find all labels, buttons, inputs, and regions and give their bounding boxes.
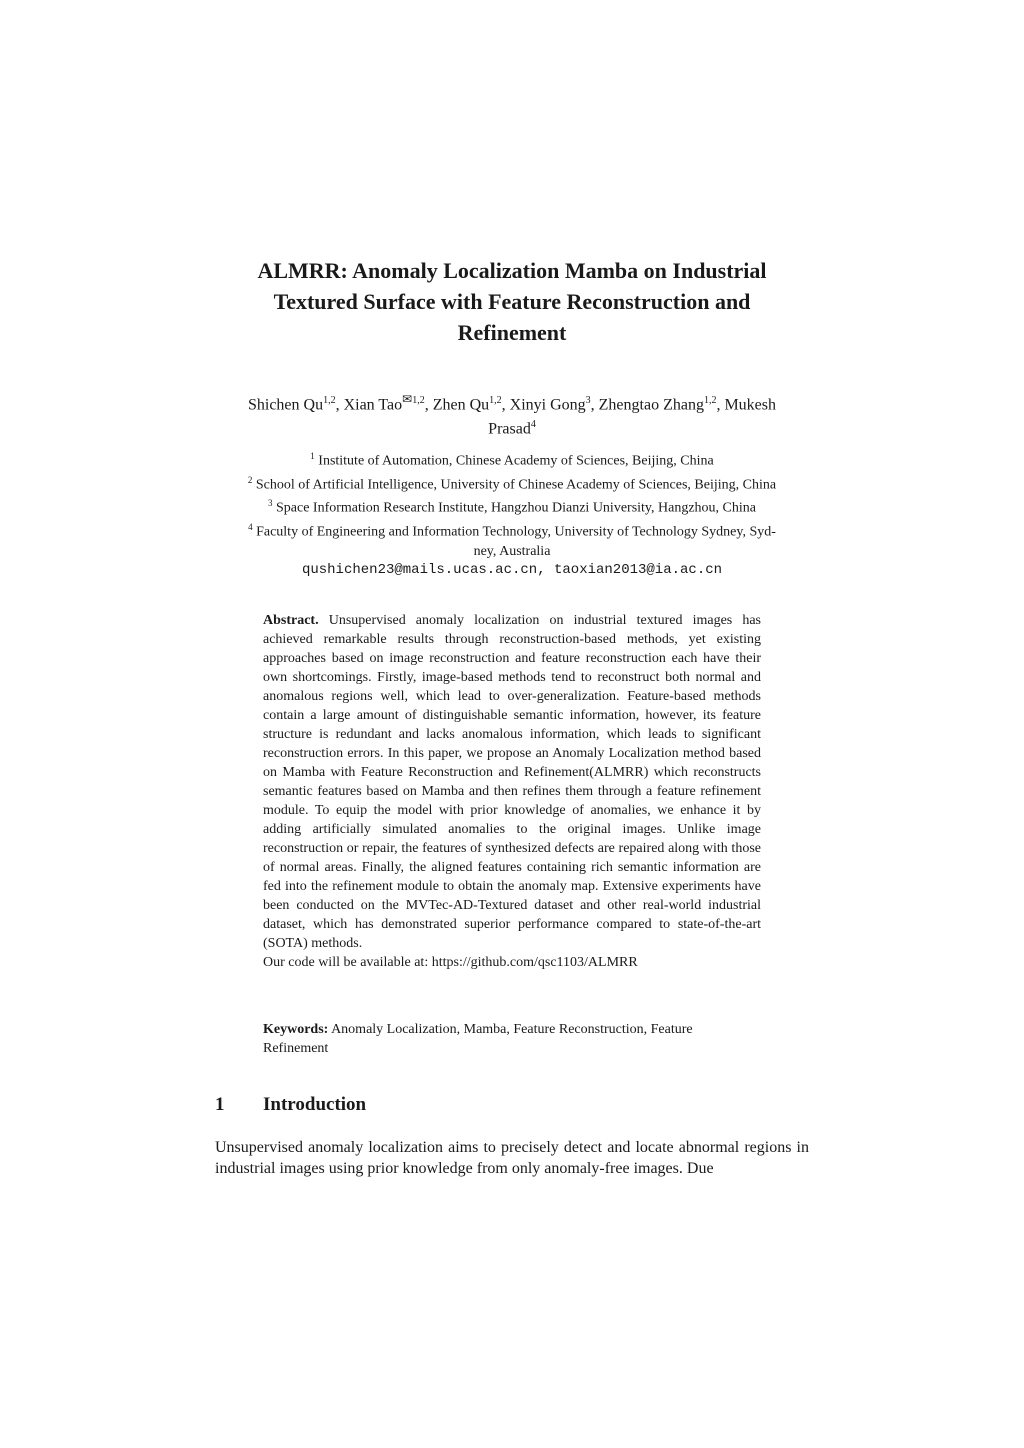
- author-affil-sup: 1,2: [323, 395, 336, 406]
- abstract-text: Unsupervised anomaly localization on industrial textured images has achieved remarkable results through reconstruction-based methods, yet existing approaches based on image reconstruction and feature reconstruction each have their own shortcomings. Firstly, image-based methods tend to reconstruct both normal and anomalous regions well, which lead to over-generalization. Feature-based methods contain a large amount of distinguishable semantic information, however, its feature structure is redundant and lacks anomalous information, which leads to significant reconstruction errors. In this paper, we propose an Anomaly Localization method based on Mamba with Feature Reconstruction and Refinement(ALMRR) which reconstructs semantic features based on Mamba and then refines them through a feature refinement module. To equip the model with prior knowledge of anomalies, we enhance it by adding artificially simulated anomalies to the original images. Unlike image reconstruction or repair, the features of synthesized defects are repaired along with those of normal areas. Finally, the aligned features containing rich semantic information are fed into the refinement module to obtain the anomaly map. Extensive experiments have been conducted on the MVTec-AD-Textured dataset and other real-world industrial dataset, which has demonstrated superior performance compared to state-of-the-art (SOTA) methods.: [263, 613, 761, 951]
- author-name: Zhengtao Zhang: [598, 396, 704, 414]
- affiliation-sup: 3: [267, 498, 273, 509]
- author-name: Mukesh: [724, 396, 777, 414]
- code-availability: Our code will be available at: https://github.com/qsc1103/ALMRR: [263, 955, 638, 970]
- section-number: 1: [215, 1094, 225, 1115]
- abstract-block: [263, 611, 761, 972]
- keywords-text: Anomaly Localization, Mamba, Feature Reconstruction, Feature Refinement: [263, 1022, 693, 1056]
- author-affil-sup: 1,2: [412, 395, 425, 406]
- affiliation-item: [200, 494, 824, 518]
- author-affil-sup: 1,2: [489, 395, 502, 406]
- keywords-label: Keywords:: [263, 1022, 329, 1037]
- author-emails: qushichen23@mails.ucas.ac.cn, taoxian2013@ia.ac.cn: [301, 561, 723, 578]
- section-heading: [215, 1092, 366, 1118]
- author-name-cont: Prasad: [488, 420, 531, 438]
- author-affil-sup: 4: [530, 419, 536, 431]
- title-line-1: ALMRR: Anomaly Localization Mamba on Industrial: [257, 258, 767, 283]
- author-name: Shichen Qu: [247, 396, 324, 414]
- affiliation-text: Space Information Research Institute, Hangzhou Dianzi University, Hangzhou, China: [275, 500, 756, 516]
- title-line-2: Textured Surface with Feature Reconstruction and: [273, 289, 751, 314]
- keywords-block: [263, 1020, 761, 1058]
- affiliation-item-cont: ney, Australia: [473, 543, 551, 559]
- affiliation-item: [200, 447, 824, 471]
- affiliation-text: Institute of Automation, Chinese Academy of Sciences, Beijing, China: [318, 453, 714, 469]
- author-name: Zhen Qu: [432, 396, 490, 414]
- author-name: Xian Tao: [343, 396, 403, 414]
- affiliation-sup: 1: [310, 451, 315, 461]
- affiliation-sup: 4: [248, 521, 253, 532]
- paper-title: [180, 255, 844, 348]
- author-affil-sup: 1,2: [703, 395, 717, 406]
- author-name: Xinyi Gong: [509, 396, 586, 414]
- affiliation-text: Faculty of Engineering and Information Technology, University of Technology Sydney, Syd-: [256, 524, 776, 540]
- abstract-label: Abstract.: [263, 613, 319, 628]
- affiliation-text: School of Artificial Intelligence, University of Chinese Academy of Sciences, Beijing, China: [255, 477, 777, 493]
- section-title: Introduction: [263, 1094, 367, 1115]
- author-affil-sup: 3: [585, 395, 591, 406]
- intro-paragraph: Unsupervised anomaly localization aims to precisely detect and locate abnormal regions in industrial images using prior knowledge from only anomaly-free images. Due: [215, 1139, 809, 1177]
- affiliation-item: [200, 471, 824, 495]
- author-list: Shichen Qu$^{1,2}$, Xian Tao$^{✉1,2}$, Zhen Qu$^{1,2}$, Xinyi Gong$^3$, Zhengtao Zhang$^{1,2}$, Mukesh Prasad$^4$: [247, 392, 777, 438]
- affiliation-item: [200, 518, 824, 542]
- affiliation-sup: 2: [247, 474, 253, 485]
- affiliation-list: [200, 447, 824, 580]
- title-line-3: Refinement: [457, 320, 567, 345]
- mail-icon: ✉: [402, 392, 413, 406]
